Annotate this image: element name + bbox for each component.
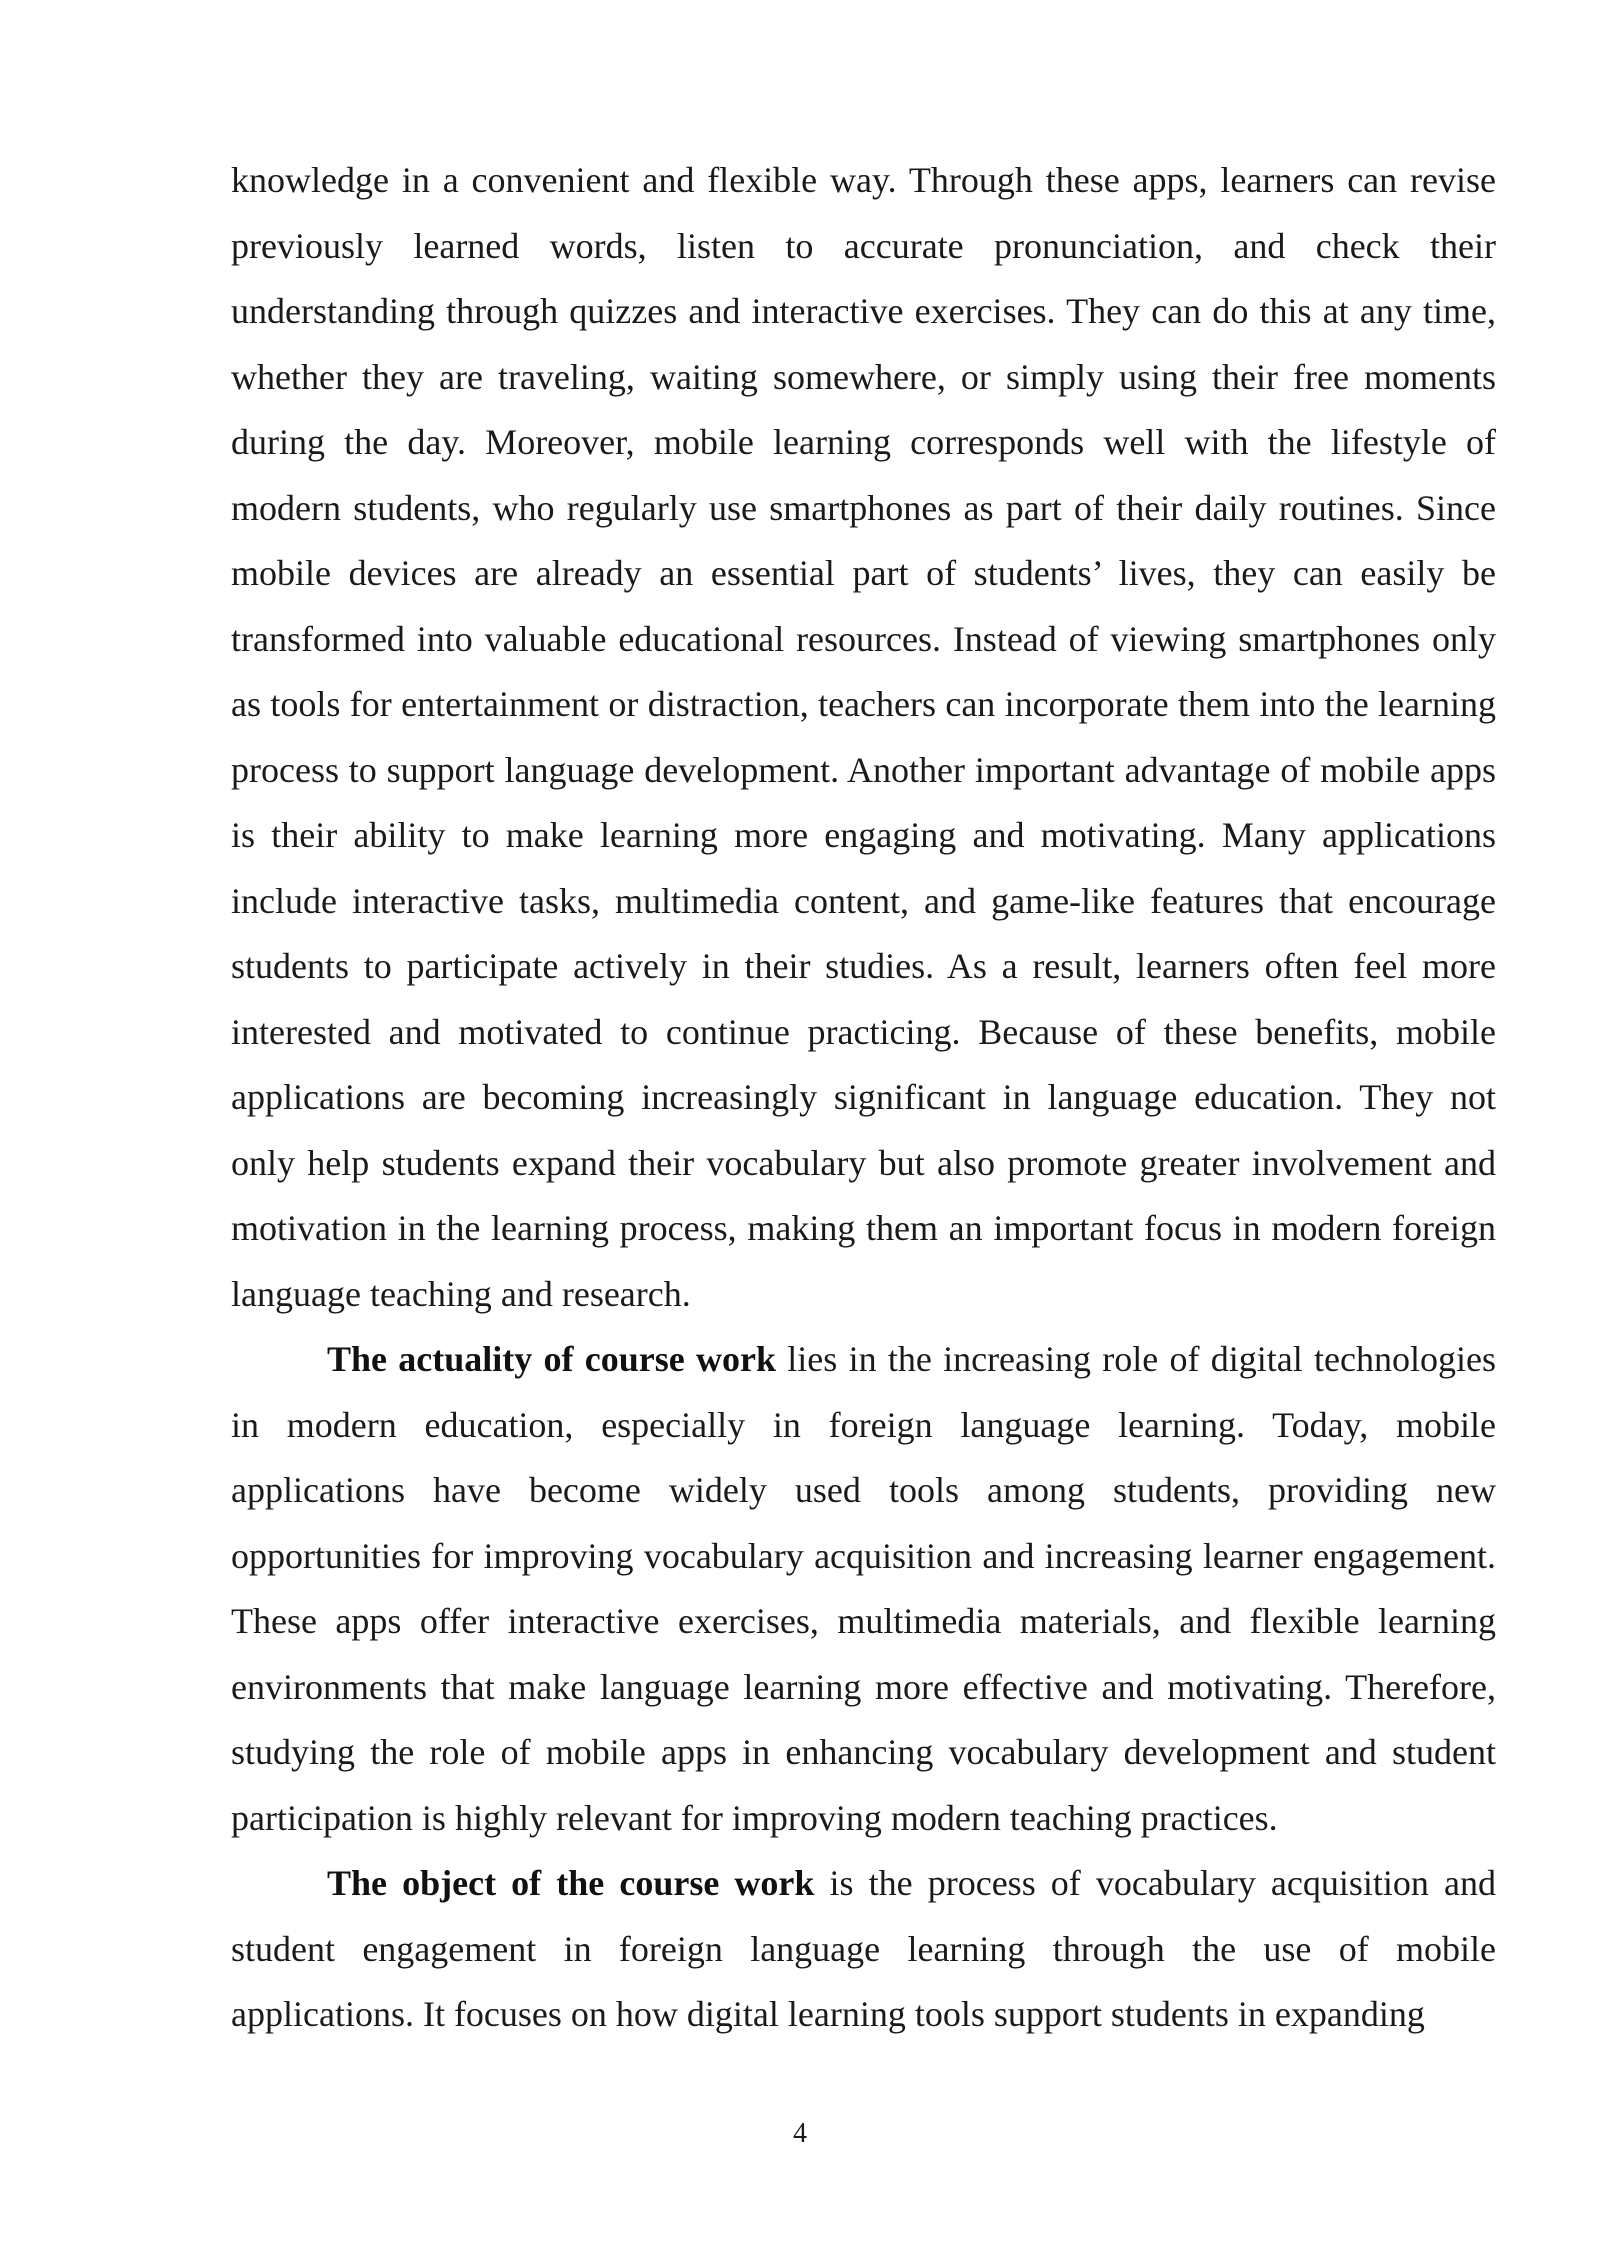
page-number: 4	[793, 2118, 807, 2149]
paragraph-object	[231, 1851, 1496, 2048]
paragraph-lead: The actuality of course work	[327, 1339, 777, 1379]
paragraph-lead: The object of the course work	[327, 1863, 815, 1903]
paragraph-actuality	[231, 1327, 1496, 1851]
paragraph-text: knowledge in a convenient and flexible way. Through these apps, learners can revise previously learned words, listen to accurate pronunciation, and check their understanding through quizzes and interactive exercises. They can do this at any time, whether they are traveling, waiting somewhere, or simply using their free moments during the day. Moreover, mobile learning corresponds well with the lifestyle of modern students, who regularly use smartphones as part of their daily routines. Since mobile devices are already an essential part of students’ lives, they can easily be transformed into valuable educational resources. Instead of viewing smartphones only as tools for entertainment or distraction, teachers can incorporate them into the learning process to support language development. Another important advantage of mobile apps is their ability to make learning more engaging and motivating. Many applications include interactive tasks, multimedia content, and game-like features that encourage students to participate actively in their studies. As a result, learners often feel more interested and motivated to continue practicing. Because of these benefits, mobile applications are becoming increasingly significant in language education. They not only help students expand their vocabulary but also promote greater involvement and motivation in the learning process, making them an important focus in modern foreign language teaching and research.	[231, 160, 1496, 1314]
paragraph-text: lies in the increasing role of digital technologies in modern education, especially in foreign language learning. Today, mobile applications have become widely used tools among students, providing new opportunities for improving vocabulary acquisition and increasing learner engagement. These apps offer interactive exercises, multimedia materials, and flexible learning environments that make language learning more effective and motivating. Therefore, studying the role of mobile apps in enhancing vocabulary development and student participation is highly relevant for improving modern teaching practices.	[231, 1339, 1496, 1838]
paragraph-text: is the process of vocabulary acquisition and student engagement in foreign language learning through the use of mobile applications. It focuses on how digital learning tools support students in expanding	[231, 1863, 1496, 2034]
paragraph-continuation	[231, 148, 1496, 1327]
body-text	[231, 148, 1496, 2048]
